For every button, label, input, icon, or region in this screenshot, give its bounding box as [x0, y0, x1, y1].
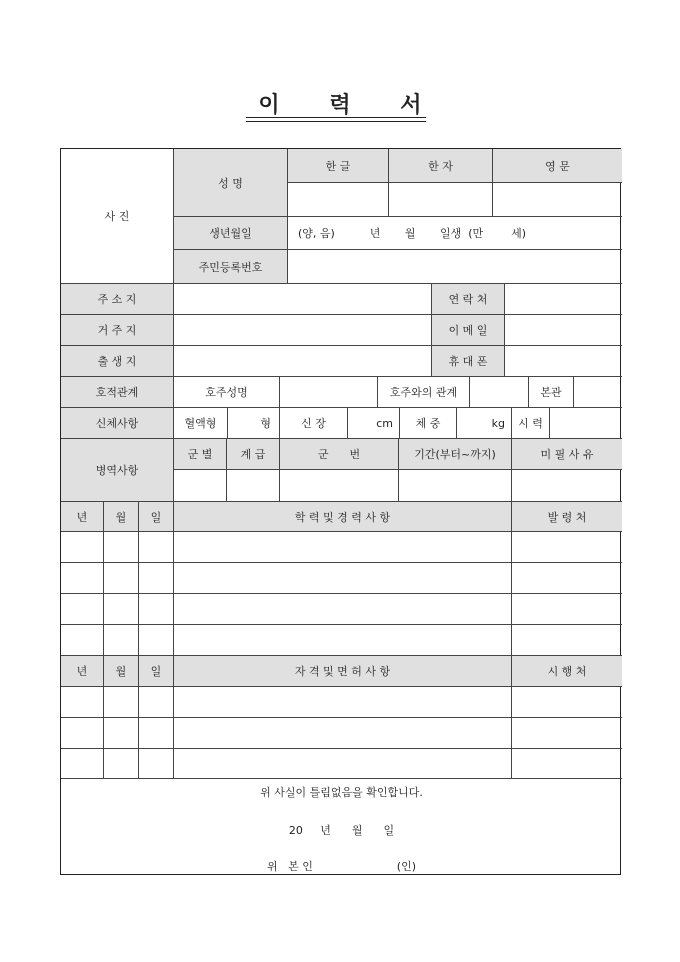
table-cell[interactable]	[61, 625, 104, 656]
table-cell[interactable]	[139, 625, 174, 656]
table-cell[interactable]	[139, 749, 174, 779]
table-cell[interactable]	[104, 594, 139, 625]
body-label: 신체사항	[61, 408, 174, 439]
table-cell[interactable]	[104, 718, 139, 749]
table-cell[interactable]	[104, 532, 139, 563]
email-label: 이 메 일	[432, 315, 505, 346]
origin-label: 본관	[529, 377, 574, 408]
table-cell[interactable]	[104, 563, 139, 594]
table-cell[interactable]	[512, 532, 622, 563]
height-field[interactable]: cm	[348, 408, 400, 439]
origin-field[interactable]	[574, 377, 622, 408]
table-cell[interactable]	[61, 718, 104, 749]
career-year-header: 년	[61, 502, 104, 532]
birth-field[interactable]: (양, 음) 년 월 일생 (만 세)	[288, 217, 622, 250]
table-cell[interactable]	[174, 718, 512, 749]
military-period-field[interactable]	[399, 470, 512, 502]
name-korean-field[interactable]	[288, 183, 389, 217]
name-english-label: 영 문	[493, 149, 622, 183]
weight-field[interactable]: kg	[457, 408, 512, 439]
military-exempt-label: 미 필 사 유	[512, 439, 622, 470]
address-field[interactable]	[174, 284, 432, 315]
resume-form	[60, 148, 621, 875]
confirm-text: 위 사실이 틀림없음을 확인합니다.	[260, 786, 423, 799]
table-cell[interactable]	[512, 718, 622, 749]
table-cell[interactable]	[512, 687, 622, 718]
table-cell[interactable]	[512, 625, 622, 656]
photo-label: 사 진	[104, 210, 130, 223]
table-cell[interactable]	[61, 563, 104, 594]
table-cell[interactable]	[104, 749, 139, 779]
relation-label: 호주와의 관계	[378, 377, 470, 408]
blood-field[interactable]: 형	[228, 408, 280, 439]
table-cell[interactable]	[512, 563, 622, 594]
career-header: 학 력 및 경 력 사 항	[174, 502, 512, 532]
table-cell[interactable]	[174, 749, 512, 779]
table-cell[interactable]	[61, 749, 104, 779]
page-title	[0, 88, 680, 119]
license-header: 자 격 및 면 허 사 항	[174, 656, 512, 687]
career-day-header: 일	[139, 502, 174, 532]
name-hanja-field[interactable]	[389, 183, 493, 217]
career-month-header: 월	[104, 502, 139, 532]
address-label: 주 소 지	[61, 284, 174, 315]
license-year-header: 년	[61, 656, 104, 687]
table-cell[interactable]	[61, 687, 104, 718]
weight-label: 체 중	[400, 408, 457, 439]
birth-label: 생년월일	[174, 217, 288, 250]
military-branch-field[interactable]	[174, 470, 227, 502]
name-english-field[interactable]	[493, 183, 622, 217]
table-cell[interactable]	[139, 687, 174, 718]
table-cell[interactable]	[174, 532, 512, 563]
title-char-3: 서	[400, 93, 422, 118]
military-number-label: 군 번	[280, 439, 399, 470]
military-branch-label: 군 별	[174, 439, 227, 470]
residence-field[interactable]	[174, 315, 432, 346]
contact-field[interactable]	[505, 284, 622, 315]
title-char-2: 력	[329, 93, 351, 118]
table-cell[interactable]	[61, 594, 104, 625]
military-rank-field[interactable]	[227, 470, 280, 502]
table-cell[interactable]	[104, 625, 139, 656]
birthplace-field[interactable]	[174, 346, 432, 377]
table-cell[interactable]	[512, 594, 622, 625]
table-cell[interactable]	[61, 532, 104, 563]
head-name-field[interactable]	[280, 377, 378, 408]
military-number-field[interactable]	[280, 470, 399, 502]
birthplace-label: 출 생 지	[61, 346, 174, 377]
table-cell[interactable]	[174, 563, 512, 594]
photo-box[interactable]	[61, 149, 174, 284]
name-hanja-label: 한 자	[389, 149, 493, 183]
military-label: 병역사항	[61, 439, 174, 502]
table-cell[interactable]	[139, 594, 174, 625]
military-rank-label: 계 급	[227, 439, 280, 470]
date-line: 20 년 월 일	[288, 824, 395, 837]
relation-field[interactable]	[470, 377, 529, 408]
signature-line: 위 본 인 (인)	[267, 860, 416, 873]
military-period-label: 기간(부터~까지)	[399, 439, 512, 470]
title-underline-double	[246, 121, 426, 122]
contact-label: 연 락 처	[432, 284, 505, 315]
table-cell[interactable]	[174, 594, 512, 625]
family-label: 호적관계	[61, 377, 174, 408]
table-cell[interactable]	[139, 718, 174, 749]
mobile-label: 휴 대 폰	[432, 346, 505, 377]
height-label: 신 장	[280, 408, 348, 439]
head-name-label: 호주성명	[174, 377, 280, 408]
military-exempt-field[interactable]	[512, 470, 622, 502]
residence-label: 거 주 지	[61, 315, 174, 346]
table-cell[interactable]	[139, 532, 174, 563]
resident-no-label: 주민등록번호	[174, 250, 288, 284]
resident-no-field[interactable]	[288, 250, 622, 284]
name-korean-label: 한 글	[288, 149, 389, 183]
license-issuer-header: 시 행 처	[512, 656, 622, 687]
table-cell[interactable]	[104, 687, 139, 718]
table-cell[interactable]	[139, 563, 174, 594]
vision-label: 시 력	[512, 408, 550, 439]
table-cell[interactable]	[174, 625, 512, 656]
name-label: 성 명	[174, 149, 288, 217]
title-underline	[246, 117, 426, 118]
blood-label: 혈액형	[174, 408, 228, 439]
email-field[interactable]	[505, 315, 622, 346]
license-month-header: 월	[104, 656, 139, 687]
title-char-1: 이	[258, 93, 280, 118]
license-day-header: 일	[139, 656, 174, 687]
table-cell[interactable]	[174, 687, 512, 718]
career-issuer-header: 발 령 처	[512, 502, 622, 532]
mobile-field[interactable]	[505, 346, 622, 377]
table-cell[interactable]	[512, 749, 622, 779]
vision-field[interactable]	[550, 408, 622, 439]
